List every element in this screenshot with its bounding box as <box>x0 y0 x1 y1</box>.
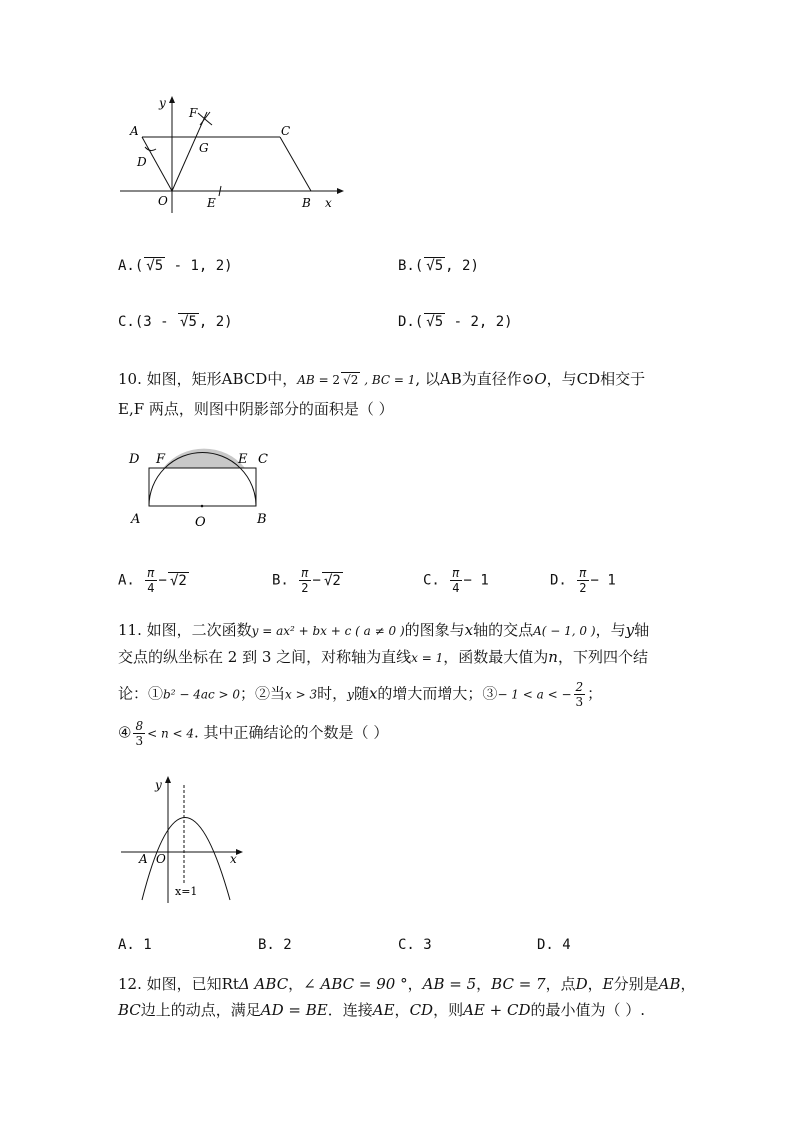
q11-option-b[interactable]: B. 2 <box>258 937 292 953</box>
q11-line-3: 论：①b² − 4ac > 0；②当x > 3时，y随x的增大而增大；③− 1 < a < − $\frac{2}{3}$ ； <box>118 680 603 709</box>
sqrt-symbol: √5 <box>180 314 197 330</box>
sqrt-symbol: √5 <box>146 258 164 274</box>
fig10-label-e: E <box>238 452 248 467</box>
fig11-label-y: y <box>155 778 162 792</box>
sqrt-symbol: √2 <box>323 572 341 589</box>
sqrt-symbol: √2 <box>169 572 187 589</box>
sqrt-symbol: √5 <box>426 258 444 274</box>
fig11-label-o: O <box>156 852 166 866</box>
fig9-label-x: x <box>325 196 332 210</box>
sqrt-symbol: √2 <box>343 373 359 387</box>
q9-option-b[interactable]: B.( √5 , 2) <box>398 258 479 274</box>
fig10-label-c: C <box>258 452 268 467</box>
fig9-label-a: A <box>130 124 139 138</box>
q11-option-a[interactable]: A. 1 <box>118 937 152 953</box>
fig10-label-f: F <box>156 452 166 467</box>
q9-option-c[interactable]: C.(3 - √5 , 2) <box>118 314 233 330</box>
fig11-label-x: x <box>230 852 237 866</box>
fig10-label-a: A <box>131 512 141 527</box>
fig9-label-d: D <box>137 155 147 169</box>
q10-line-1: 10. 如图，矩形ABCD中，AB = 2 √2 , BC = 1, 以AB为直径作⊙O，与CD相交于 <box>118 370 646 388</box>
fig9-label-y: y <box>159 96 166 110</box>
q9-option-d[interactable]: D.( √5 - 2, 2) <box>398 314 513 330</box>
q10-option-c[interactable]: C. $\frac{\pi}{4}$ − 1 <box>423 566 489 595</box>
q11-figure <box>118 775 248 905</box>
q10-option-d[interactable]: D. $\frac{\pi}{2}$ − 1 <box>550 566 616 595</box>
q11-line-1: 11. 如图，二次函数y = ax² + bx + c ( a ≠ 0 )的图象与x轴的交点A( − 1, 0 )，与y轴 <box>118 621 650 639</box>
q12-line-2: BC边上的动点，满足AD = BE．连接AE，CD，则AE + CD的最小值为（ ）. <box>118 1001 646 1019</box>
q12-line-1: 12. 如图，已知RtΔ ABC，∠ ABC = 90 °，AB = 5，BC = 7，点D，E分别是AB， <box>118 975 696 993</box>
fig9-label-b: B <box>302 196 311 210</box>
fig9-label-g: G <box>199 141 209 155</box>
q10-option-b[interactable]: B. $\frac{\pi}{2}$ − √2 <box>272 566 341 595</box>
fig10-label-o: O <box>195 515 206 530</box>
q11-line-2: 交点的纵坐标在 2 到 3 之间，对称轴为直线x = 1，函数最大值为n，下列四个结 <box>118 648 648 666</box>
fig11-label-a: A <box>139 852 148 866</box>
fig9-label-e: E <box>207 196 216 210</box>
fig11-label-axis: x=1 <box>175 885 198 898</box>
sqrt-symbol: √5 <box>426 314 444 330</box>
q10-option-a[interactable]: A. $\frac{\pi}{4}$ − √2 <box>118 566 187 595</box>
q11-line-4: ④ $\frac{8}{3}$ < n < 4. 其中正确结论的个数是（ ） <box>118 719 389 748</box>
q11-option-d[interactable]: D. 4 <box>537 937 571 953</box>
q9-figure <box>115 95 350 215</box>
fig10-label-d: D <box>129 452 140 467</box>
fig9-label-f: F <box>189 106 198 120</box>
fig9-label-c: C <box>281 124 291 138</box>
fig10-label-b: B <box>257 512 267 527</box>
fig9-label-o: O <box>158 194 168 208</box>
circle-symbol: ⊙ <box>521 370 535 388</box>
q9-option-a[interactable]: A.( √5 - 1, 2) <box>118 258 233 274</box>
q10-figure <box>125 446 275 531</box>
q11-option-c[interactable]: C. 3 <box>398 937 432 953</box>
q10-line-2: E,F 两点，则图中阴影部分的面积是（ ） <box>118 400 394 418</box>
